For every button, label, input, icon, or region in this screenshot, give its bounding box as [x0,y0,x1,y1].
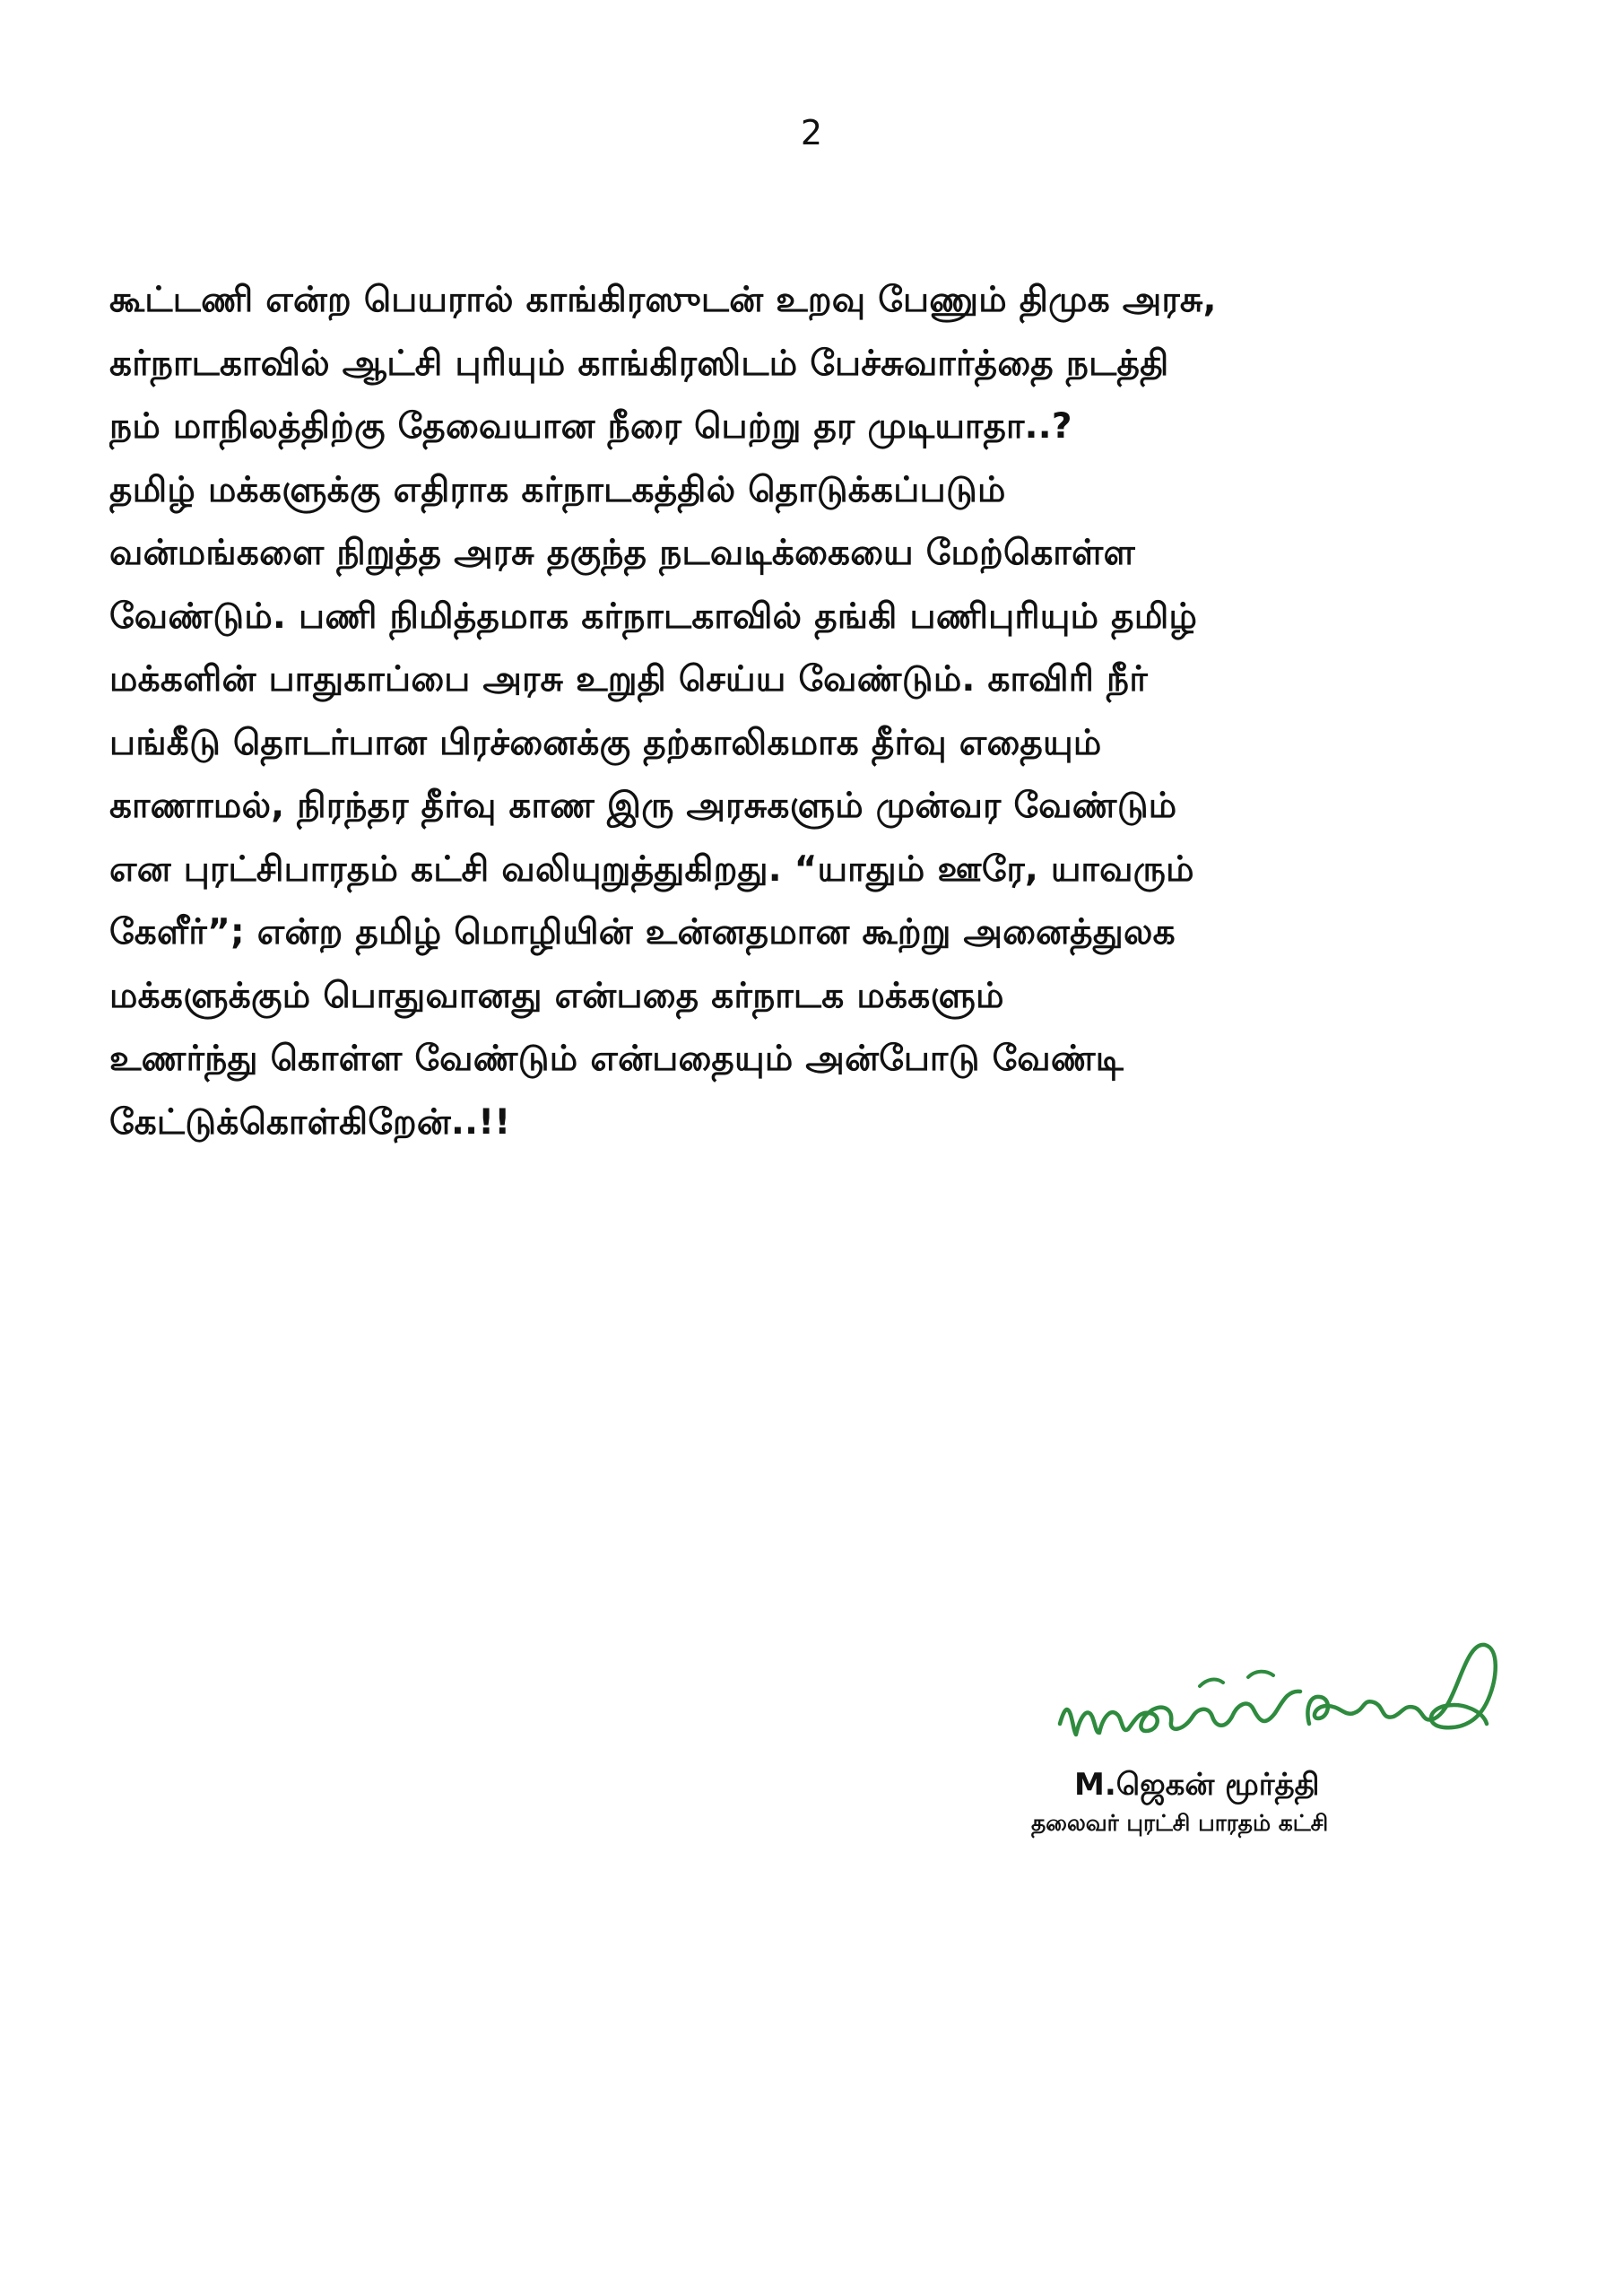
handwritten-signature [1040,1623,1524,1776]
letter-body [109,269,1544,1154]
signer-title: தலைவர் புரட்சி பாரதம் கட்சி [1031,1810,1329,1836]
signer-name: M.ஜெகன் மூர்த்தி [1074,1767,1320,1803]
body-line: பங்கீடு தொடர்பான பிரச்னைக்கு தற்காலிகமாக தீர்வு எதையும் [109,722,1102,763]
body-line: என புரட்சிபாரதம் கட்சி வலியுறுத்துகிறது. “யாதும் ஊரே, யாவரும் [109,848,1194,890]
body-line: கேட்டுக்கொள்கிறேன்..!! [109,1101,511,1143]
body-line: மக்களுக்கும் பொதுவானது என்பதை கர்நாடக மக்களும் [109,975,1004,1016]
body-line: கர்நாடகாவில் ஆட்சி புரியும் காங்கிரஸிடம் பேச்சுவார்த்தை நடத்தி [109,343,1169,384]
page-number: 2 [800,113,823,152]
body-line: நம் மாநிலத்திற்கு தேவையான நீரை பெற்று தர முடியாதா..? [109,406,1072,447]
body-line: கேளீர்”; என்ற தமிழ் மொழியின் உன்னதமான கூற்று அனைத்துலக [109,912,1176,952]
body-line: கூட்டணி என்ற பெயரால் காங்கிரஸுடன் உறவு பேணும் திமுக அரசு, [109,280,1217,320]
body-line: காணாமல், நிரந்தர தீர்வு காண இரு அரசுகளும் முன்வர வேண்டும் [109,786,1177,826]
body-line: வன்மங்களை நிறுத்த அரசு தகுந்த நடவடிக்கையை மேற்கொள்ள [109,533,1135,573]
signature-block [1022,1623,1560,1892]
body-line: உணர்ந்து கொள்ள வேண்டும் என்பதையும் அன்போடு வேண்டி [109,1039,1124,1079]
body-line: தமிழ் மக்களுக்கு எதிராக கர்நாடகத்தில் தொடுக்கப்படும் [109,469,1006,510]
body-line: மக்களின் பாதுகாப்பை அரசு உறுதி செய்ய வேண்டும். காவிரி நீர் [109,659,1149,700]
body-line: வேண்டும். பணி நிமித்தமாக கர்நாடகாவில் தங்கி பணிபுரியும் தமிழ் [109,596,1198,637]
